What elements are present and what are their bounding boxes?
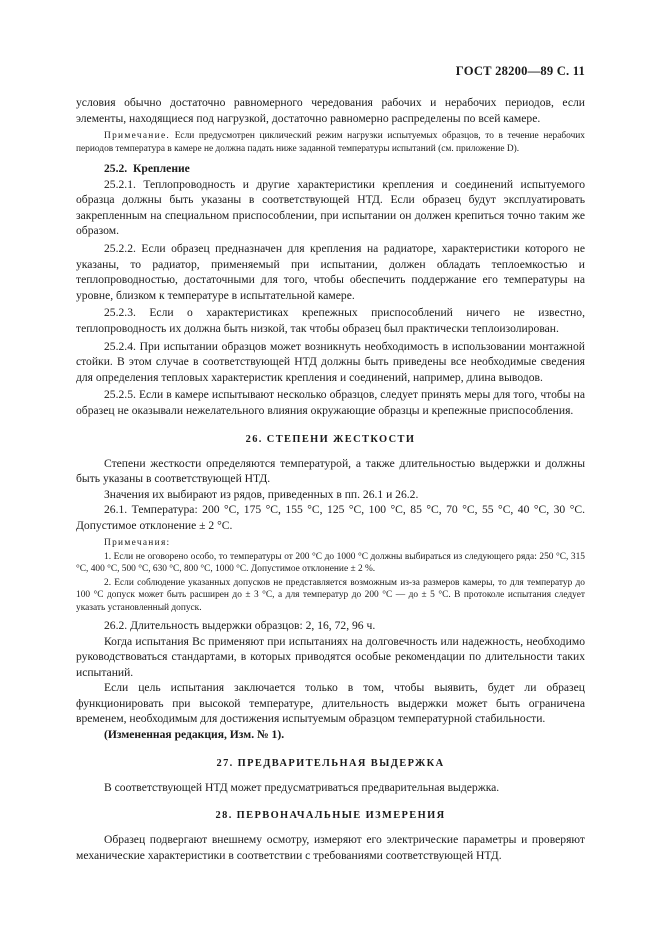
subsection-number: 25.2.: [104, 162, 128, 175]
paragraph-26-2: 26.2. Длительность выдержки образцов: 2, 16, 72, 96 ч.: [104, 618, 376, 632]
note-lead: Примечание.: [104, 131, 171, 142]
subsection-25-2-heading: [76, 161, 585, 177]
note-26-2: 2. Если соблюдение указанных допусков не представляется возможным из-за размеров камеры, то для температур до 100 °С допуск может быть расширен до ± 3 °С, а для температур до 200 °С — до ± 5 °С. В протоколе испытания следует указать установленный допуск.: [76, 577, 585, 613]
section-28-heading: 28. ПЕРВОНАЧАЛЬНЫЕ ИЗМЕРЕНИЯ: [215, 810, 446, 822]
revision-note: (Измененная редакция, Изм. № 1).: [104, 728, 285, 742]
page-header: ГОСТ 28200—89 С. 11: [455, 64, 585, 78]
notes-lead: [76, 537, 585, 549]
note-26-1: 1. Если не оговорено особо, то температуры от 200 °С до 1000 °С должны выбираться из следующего ряда: 250 °С, 315 °С, 400 °С, 500 °С, 630 °С, 800 °С, 1000 °С. Допустимое отклонение ± 2 %.: [76, 551, 585, 575]
paragraph-26-series: Значения их выбирают из рядов, приведенных в пп. 26.1 и 26.2.: [104, 487, 419, 501]
paragraph-26-longevity: Когда испытания Вс применяют при испытаниях на долговечность или надежность, необходимо руководствоваться стандартами, в которых приводятся особые рекомендации по длительности таких испытаний.: [76, 634, 585, 679]
paragraph-26-intro: Степени жесткости определяются температурой, а также длительностью выдержки и должны быть указаны в соответствующей НТД.: [76, 456, 585, 486]
paragraph-25-2-5: 25.2.5. Если в камере испытывают несколько образцов, следует принять меры для того, чтобы на образец не оказывали нежелательного влияния окружающие образцы и крепежные приспособления.: [76, 388, 585, 417]
intro-paragraph: условия обычно достаточно равномерного чередования рабочих и нерабочих периодов, если элементы, находящиеся под нагрузкой, достаточно равномерно распределены по всей камере.: [76, 96, 585, 125]
section-27-heading: 27. ПРЕДВАРИТЕЛЬНАЯ ВЫДЕРЖКА: [216, 757, 445, 769]
page-content: [76, 95, 585, 863]
paragraph-25-2-3: 25.2.3. Если о характеристиках крепежных приспособлений ничего не известно, теплопроводность их должна быть низкой, так чтобы образец был практически теплоизолирован.: [76, 306, 585, 335]
paragraph-28: Образец подвергают внешнему осмотру, измеряют его электрические параметры и проверяют механические характеристики в соответствии с требованиями соответствующей НТД.: [76, 833, 585, 862]
notes-lead-text: Примечания:: [104, 538, 171, 549]
subsection-title: Крепление: [132, 162, 190, 175]
paragraph-27: В соответствующей НТД может предусматриваться предварительная выдержка.: [104, 780, 500, 794]
section-26-heading: 26. СТЕПЕНИ ЖЕСТКОСТИ: [245, 433, 416, 445]
paragraph-25-2-4: 25.2.4. При испытании образцов может возникнуть необходимость в использовании монтажной стойки. В этом случае в соответствующей НТД должны быть приведены все необходимые сведения для определения тепловых характеристик крепления и соединений, например, длина выводов.: [76, 339, 585, 384]
paragraph-26-1: 26.1. Температура: 200 °С, 175 °С, 155 °С, 125 °С, 100 °С, 85 °С, 70 °С, 55 °С, 40 °С, 30 °С. Допустимое отклонение ± 2 °С.: [76, 503, 585, 532]
paragraph-26-function: Если цель испытания заключается только в том, чтобы выявить, будет ли образец функционировать при высокой температуре, длительность выдержки может быть ограничена временем, необходимым для достижения испытуемым образцом температурной стабильности.: [76, 681, 585, 726]
paragraph-25-2-2: 25.2.2. Если образец предназначен для крепления на радиаторе, характеристики которого не указаны, то радиатор, применяемый при испытании, должен обладать теплоемкостью и теплопроводностью, достаточными для того, чтобы обеспечить поддержание его температуры на уровне, близком к температуре в испытательной камере.: [76, 241, 585, 302]
note-paragraph: [76, 130, 585, 155]
paragraph-25-2-1: 25.2.1. Теплопроводность и другие характеристики крепления и соединений испытуемого образца должны быть указаны в соответствующей НТД. Если образец будут эксплуатировать закрепленным на специальном приспособлении, при испытании он должен крепиться точно таким же образом.: [76, 177, 585, 238]
note-text: Если предусмотрен циклический режим нагрузки испытуемых образцов, то в течение нерабочих периодов температура в камере не должна падать ниже заданной температуры испытаний (см. приложение D).: [76, 131, 585, 154]
